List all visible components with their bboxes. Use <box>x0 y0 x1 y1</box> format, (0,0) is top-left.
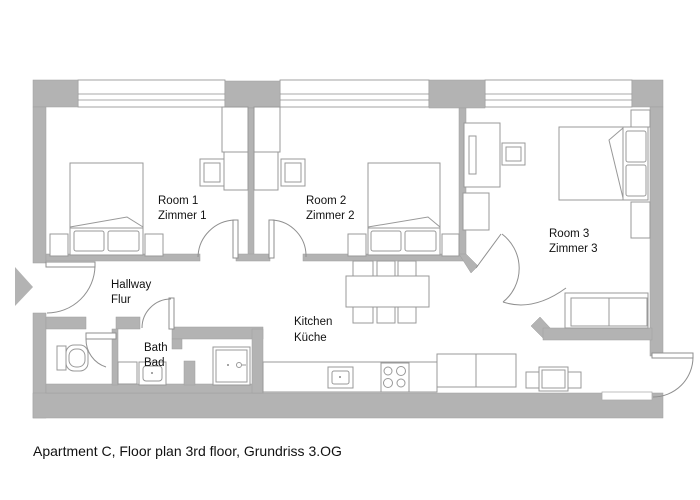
nightstand <box>442 234 459 256</box>
room2-label-en: Room 2 <box>306 195 347 207</box>
windows <box>78 80 632 107</box>
shower-drain <box>227 364 229 366</box>
hallway-label-de: Flur <box>111 294 131 306</box>
pillow <box>626 165 646 196</box>
chair-room3-seat <box>506 147 521 161</box>
room2-furniture <box>254 107 459 256</box>
room3-furniture <box>463 110 650 328</box>
desk-room2-lower <box>254 152 278 190</box>
cabinet-room3 <box>463 193 489 230</box>
pillow <box>405 231 436 251</box>
wall-shower-partition <box>184 361 195 385</box>
wall-top-mid-block2 <box>429 80 485 108</box>
monitor-room3 <box>469 136 476 174</box>
room2-door-arc <box>272 220 306 257</box>
dining-chair <box>398 261 416 276</box>
room3-label-de: Zimmer 3 <box>549 243 598 255</box>
room2-door-leaf <box>269 220 274 258</box>
plan-caption: Apartment C, Floor plan 3rd floor, Grundriss 3.OG <box>33 443 342 459</box>
nightstand <box>348 234 366 256</box>
wall-diagonal-upper <box>459 254 478 273</box>
sink-drain <box>339 376 341 378</box>
bath-door-leaf <box>169 298 174 329</box>
dining-table <box>346 276 429 307</box>
nightstand <box>145 234 163 256</box>
wall-bath-top-1 <box>46 317 86 329</box>
pillow <box>74 231 104 251</box>
wc-door-arc <box>86 339 106 367</box>
entrance-door-leaf <box>46 262 95 267</box>
dining-chair <box>353 261 373 276</box>
kitchen-label-en: Kitchen <box>294 316 333 328</box>
window-room1 <box>78 80 225 107</box>
chair-room1-seat <box>204 163 220 182</box>
chair-room2-seat <box>285 163 301 182</box>
nightstand <box>631 202 650 238</box>
small-chair <box>526 372 539 388</box>
kitchen-label-de: Küche <box>294 332 327 344</box>
room3-label-en: Room 3 <box>549 228 590 240</box>
wall-right <box>650 107 663 356</box>
wall-bath-top-2 <box>116 317 140 329</box>
door-threshold <box>602 392 652 400</box>
wall-top-mid-block1 <box>225 81 280 108</box>
wall-bath-jamb-stub <box>172 339 182 349</box>
room1-furniture <box>50 107 248 256</box>
wc-door-leaf <box>86 333 116 339</box>
room2-label-de: Zimmer 2 <box>306 210 355 222</box>
desk-room1-lower <box>224 152 248 190</box>
dining-chair <box>377 307 395 323</box>
wall-left-upper <box>33 107 46 263</box>
hallway-label-en: Hallway <box>111 279 152 291</box>
wall-room3-bottom <box>543 328 652 340</box>
dining-chair <box>398 307 416 323</box>
washbasin-drain <box>151 372 153 374</box>
shower-tray <box>216 350 247 382</box>
wall-top-right-block <box>632 80 663 107</box>
bath-door-arc <box>142 299 171 328</box>
balcony-door-leaf <box>652 353 693 358</box>
wall-bath-top-3 <box>172 327 263 339</box>
entrance-door-arc <box>47 266 95 313</box>
bath-label-de: Bad <box>144 357 165 369</box>
nightstand <box>631 110 650 127</box>
pillow <box>108 231 139 251</box>
room3-door-arc2 <box>503 288 566 305</box>
wall-hallway-mid-stub <box>236 254 270 261</box>
room1-door-leaf <box>233 220 238 258</box>
wall-room1-room2-divider <box>248 108 254 255</box>
room1-label-de: Zimmer 1 <box>158 210 207 222</box>
small-table-top <box>542 370 565 388</box>
window-room2 <box>280 80 429 107</box>
bath-cabinet <box>118 362 137 384</box>
desk-room1 <box>222 107 248 152</box>
room1-label-en: Room 1 <box>158 195 199 207</box>
balcony-door-arc <box>653 357 693 397</box>
pillow <box>626 131 646 162</box>
wall-bath-right <box>252 329 263 393</box>
wall-top-left-block <box>33 80 78 107</box>
nightstand <box>50 234 68 256</box>
toilet-bowl <box>69 349 85 367</box>
pillow <box>371 231 401 251</box>
dining-chair <box>353 307 373 323</box>
entrance-arrow-icon <box>15 267 33 306</box>
room3-door-arc1 <box>502 234 519 302</box>
dining-chair <box>377 261 395 276</box>
stove <box>381 363 409 392</box>
small-chair <box>568 372 581 388</box>
desk-room2 <box>254 107 280 152</box>
window-room3 <box>485 80 632 107</box>
bath-label-en: Bath <box>144 342 168 354</box>
toilet-tank <box>57 346 66 370</box>
wall-bottom <box>33 393 663 418</box>
room1-door-arc <box>198 220 235 257</box>
room3-door-leaf <box>476 234 501 268</box>
